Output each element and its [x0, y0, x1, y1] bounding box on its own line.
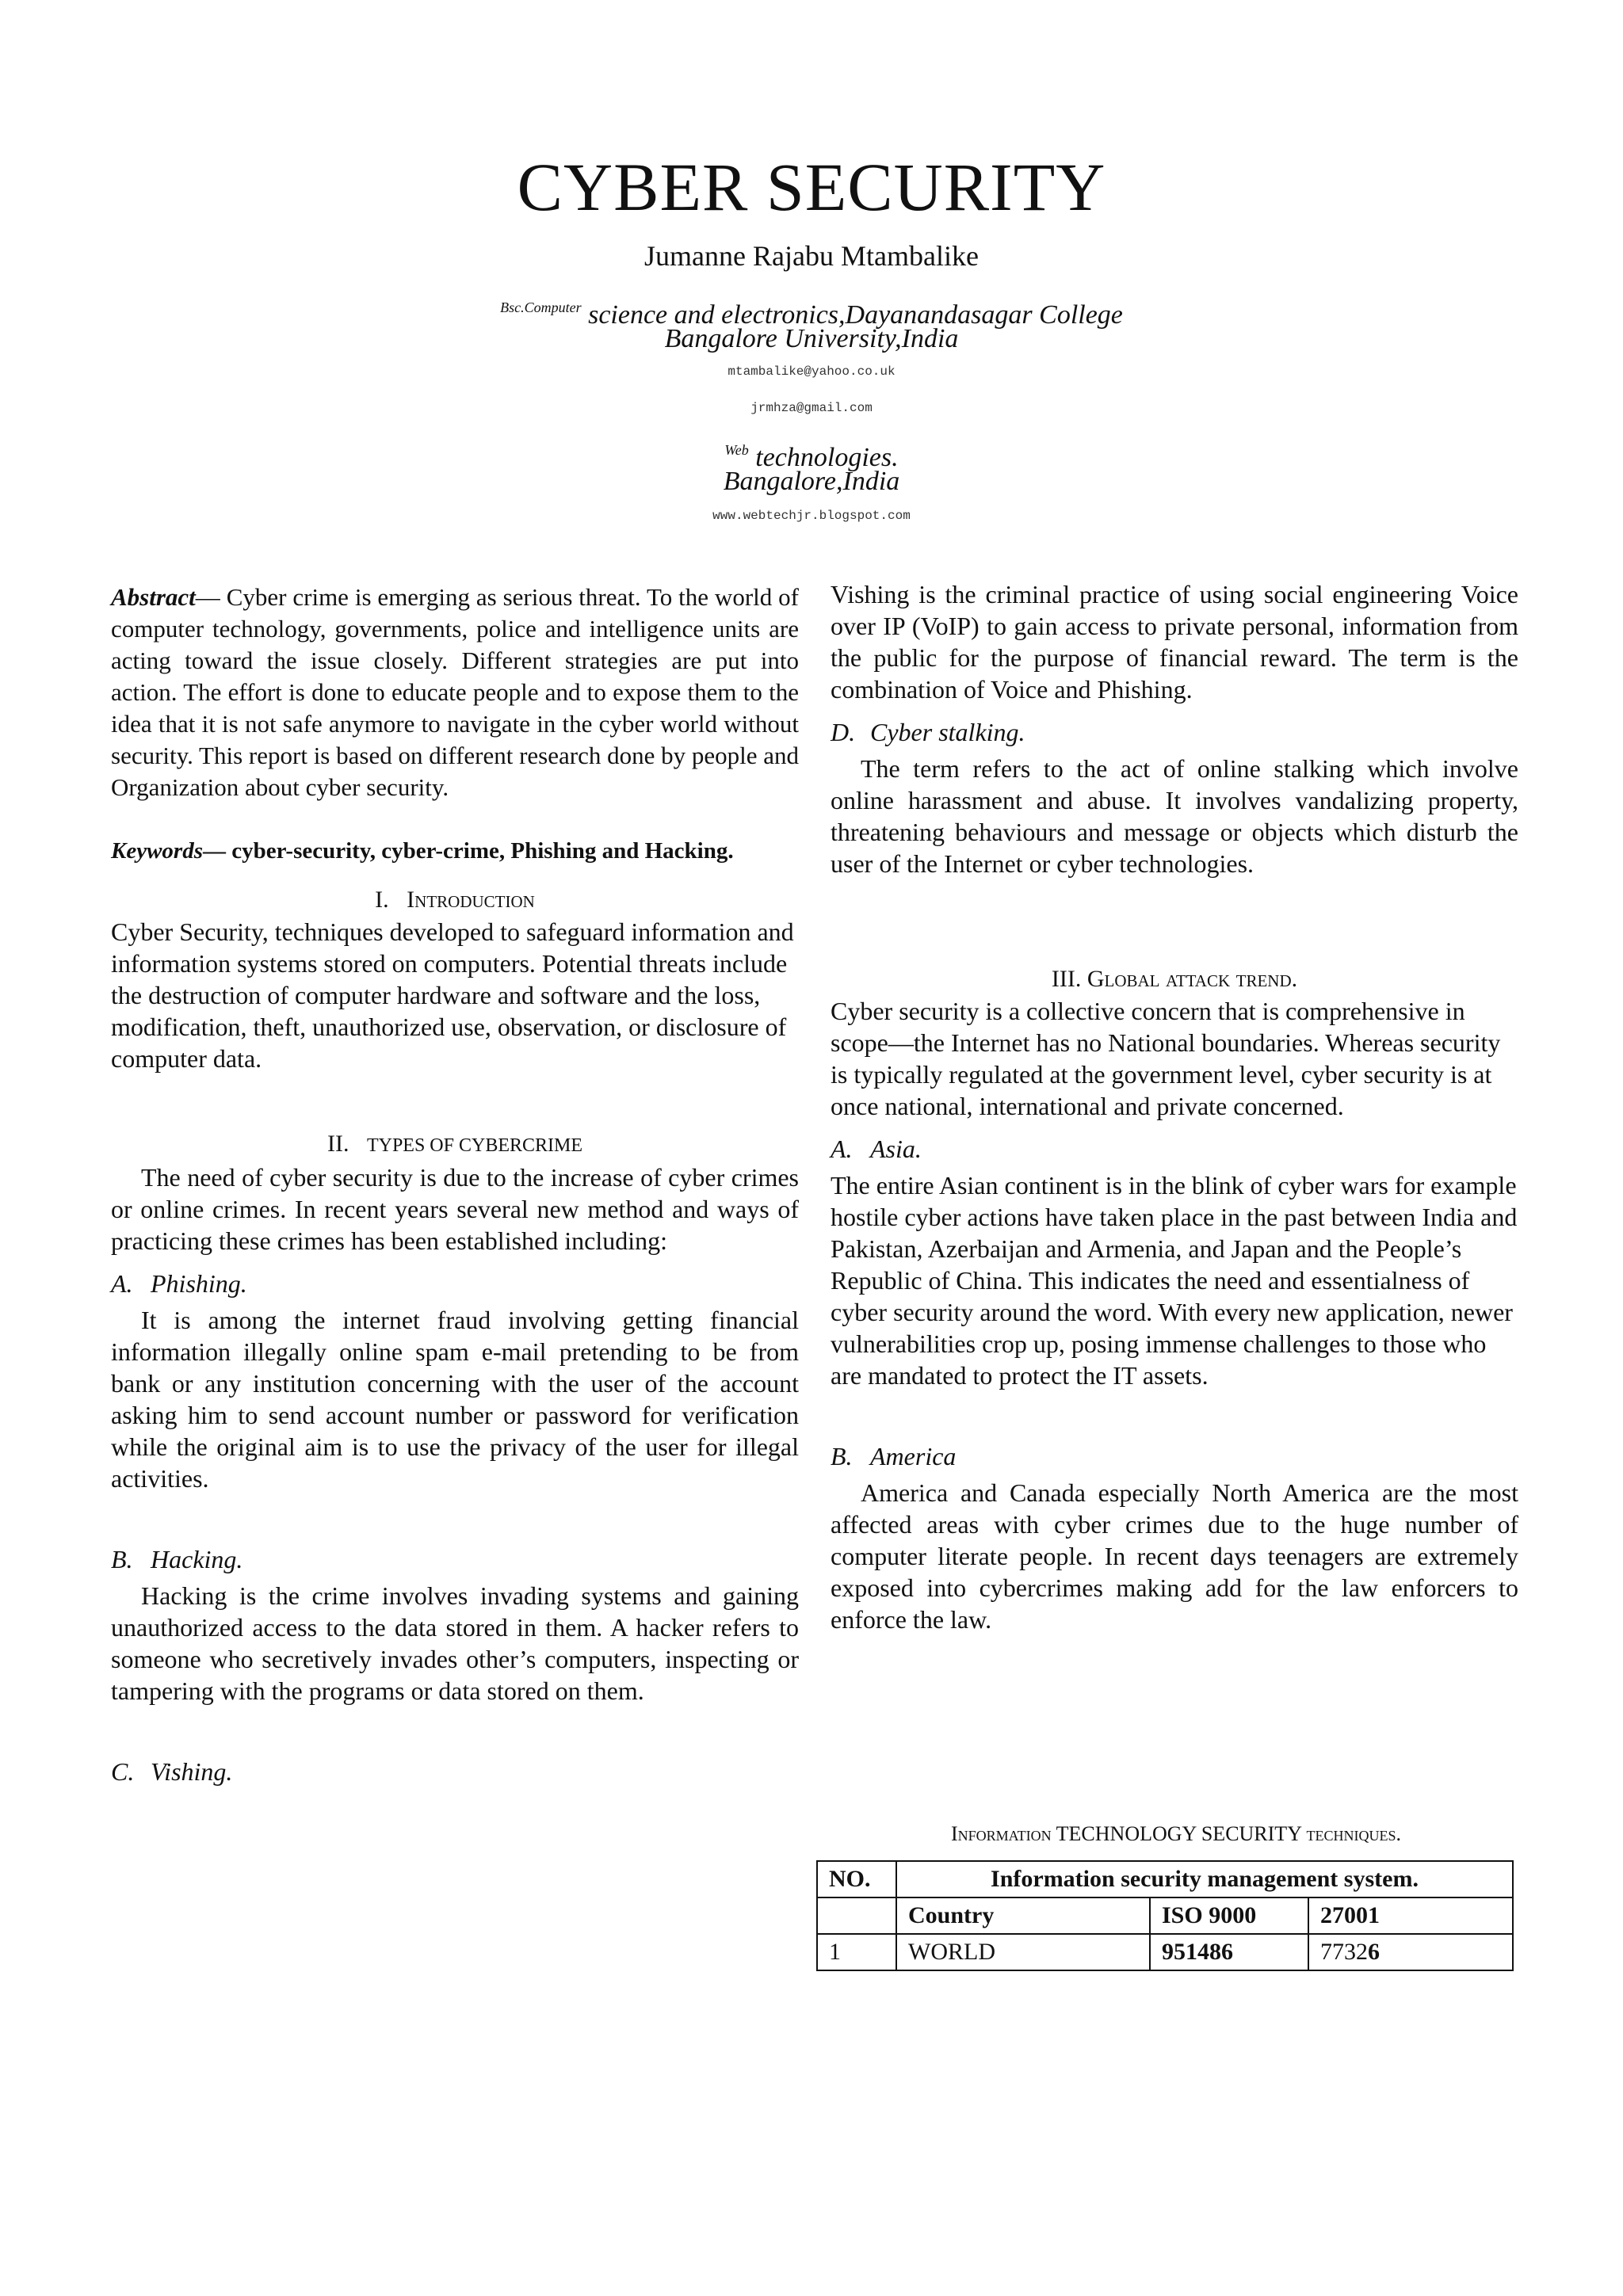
cell-iso: 951486 — [1150, 1934, 1308, 1970]
hacking-paragraph: Hacking is the crime involves invading systems and gaining unauthorized access to the data stored in them. A hacker refers to someone who secretively invades other’s computers, inspecting or tampering with the programs or data stored on them. — [111, 1581, 799, 1705]
america-title: America — [870, 1442, 957, 1470]
section-2-title: TYPES OF CYBERCRIME — [366, 1135, 583, 1156]
hacking-heading — [111, 1543, 799, 1575]
cell-27001-a: 7732 — [1320, 1939, 1368, 1965]
cell-no: 1 — [817, 1934, 896, 1970]
subheader-country: Country — [896, 1897, 1150, 1934]
table-caption-b: TECHNOLOGY SECURITY — [1051, 1822, 1307, 1845]
affiliation-1-line1: science and electronics,Dayanandasagar College — [588, 300, 1123, 330]
table-row — [817, 1934, 1513, 1970]
phishing-heading — [111, 1268, 799, 1299]
affiliation-2-sup: Web — [724, 442, 749, 458]
keywords-text: — cyber-security, cyber-crime, Phishing and Hacking. — [203, 838, 734, 864]
asia-label: A. — [831, 1135, 853, 1163]
intro-paragraph: Cyber Security, techniques developed to safeguard information and information systems stored on computers. Potential threats include the destruction of computer hardware and software and the loss, modification, theft, unauthorized use, observation, or disclosure of computer data. — [111, 917, 794, 1073]
america-label: B. — [831, 1442, 853, 1470]
keywords — [111, 835, 799, 867]
abstract-label: Abstract — [111, 583, 196, 611]
section-3-title: Global attack trend. — [1086, 966, 1298, 992]
right-column — [831, 582, 1518, 1635]
hacking-title: Hacking. — [151, 1545, 243, 1573]
section-1-number: I. — [375, 887, 389, 913]
cell-country: WORLD — [896, 1934, 1150, 1970]
cell-27001-b: 6 — [1368, 1939, 1380, 1965]
section-3-heading — [831, 963, 1518, 995]
types-paragraph: The need of cyber security is due to the increase of cyber crimes or online crimes. In recent years several new method and ways of practicing these crimes has been established including: — [111, 1163, 799, 1255]
author-name: Jumanne Rajabu Mtambalike — [644, 240, 979, 272]
table-caption — [816, 1822, 1536, 1846]
affiliation-2-line1: technologies. — [755, 443, 899, 472]
left-column — [111, 582, 799, 1787]
stalking-heading — [831, 716, 1518, 748]
america-heading — [831, 1440, 1518, 1472]
security-table — [816, 1860, 1514, 1971]
section-2-number: II. — [327, 1131, 349, 1157]
header-no: NO. — [817, 1861, 896, 1897]
abstract-text: Cyber crime is emerging as serious threat. To the world of computer technology, governments, police and intelligence units are acting toward the issue closely. Different strategies are put into action. The effort is done to educate people and to expose them to the idea that it is not safe anymore to navigate in the cyber world without security. This report is based on different research done by people and Organization about cyber security. — [111, 583, 799, 801]
table-subheader-row — [817, 1897, 1513, 1934]
america-paragraph: America and Canada especially North America are the most affected areas with cyber crimes due to the huge number of computer literate people. In recent days teenagers are extremely exposed into cybercrimes making add for the law enforcers to enforce the law. — [831, 1478, 1518, 1634]
asia-title: Asia. — [870, 1135, 922, 1163]
paper-title: CYBER SECURITY — [517, 149, 1106, 225]
global-paragraph: Cyber security is a collective concern that is comprehensive in scope—the Internet has no National boundaries. Whereas security is typically regulated at the government level, cyber security is at once national, international and private concerned. — [831, 997, 1501, 1120]
cell-27001 — [1308, 1934, 1513, 1970]
phishing-paragraph: It is among the internet fraud involving getting financial information illegally online spam e-mail pretending to be from bank or any institution concerning with the user of the account asking him to send account number or password for verification while the original aim is to use the privacy of the user for illegal activities. — [111, 1306, 799, 1493]
vishing-title: Vishing. — [151, 1757, 233, 1786]
keywords-label: Keywords — [111, 838, 203, 864]
vishing-heading — [111, 1756, 799, 1787]
vishing-label: C. — [111, 1757, 135, 1786]
table-caption-a: Information — [950, 1822, 1052, 1845]
email-2: jrmhza@gmail.com — [750, 401, 873, 415]
phishing-label: A. — [111, 1269, 133, 1298]
asia-heading — [831, 1133, 1518, 1165]
section-1-heading — [111, 884, 799, 916]
subheader-empty — [817, 1897, 896, 1934]
section-2-heading — [111, 1128, 799, 1161]
stalking-title: Cyber stalking. — [870, 718, 1025, 746]
header-span: Information security management system. — [896, 1861, 1513, 1897]
stalking-label: D. — [831, 718, 856, 746]
affiliation-2-line2: Bangalore,India — [723, 467, 900, 496]
section-1-title: Introduction — [407, 887, 535, 913]
website-url: www.webtechjr.blogspot.com — [712, 509, 911, 523]
affiliation-1-line2: Bangalore University,India — [664, 324, 959, 353]
phishing-title: Phishing. — [151, 1269, 247, 1298]
table-caption-c: techniques. — [1306, 1822, 1402, 1845]
table-header-row — [817, 1861, 1513, 1897]
affiliation-1-sup: Bsc.Computer — [500, 299, 582, 315]
asia-paragraph: The entire Asian continent is in the blink of cyber wars for example hostile cyber actions have taken place in the past between India and Pakistan, Azerbaijan and Armenia, and Japan and the People’s Republic of China. This indicates the need and essentialness of cyber security around the word. With every new application, newer vulnerabilities crop up, posing immense challenges to those who are mandated to protect the IT assets. — [831, 1171, 1518, 1390]
subheader-iso: ISO 9000 — [1150, 1897, 1308, 1934]
stalking-paragraph: The term refers to the act of online stalking which involve online harassment and abuse. It involves vandalizing property, threatening behaviours and message or objects which disturb the user of the Internet or cyber technologies. — [831, 754, 1518, 878]
abstract-dash: — — [195, 583, 220, 611]
vishing-paragraph: Vishing is the criminal practice of using social engineering Voice over IP (VoIP) to gain access to private personal, information from the public for the purpose of financial reward. The term is the combination of Voice and Phishing. — [831, 580, 1518, 704]
abstract — [111, 582, 799, 803]
subheader-27001: 27001 — [1308, 1897, 1513, 1934]
email-1: mtambalike@yahoo.co.uk — [727, 364, 896, 379]
section-3-number: III. — [1051, 966, 1082, 992]
hacking-label: B. — [111, 1545, 133, 1573]
